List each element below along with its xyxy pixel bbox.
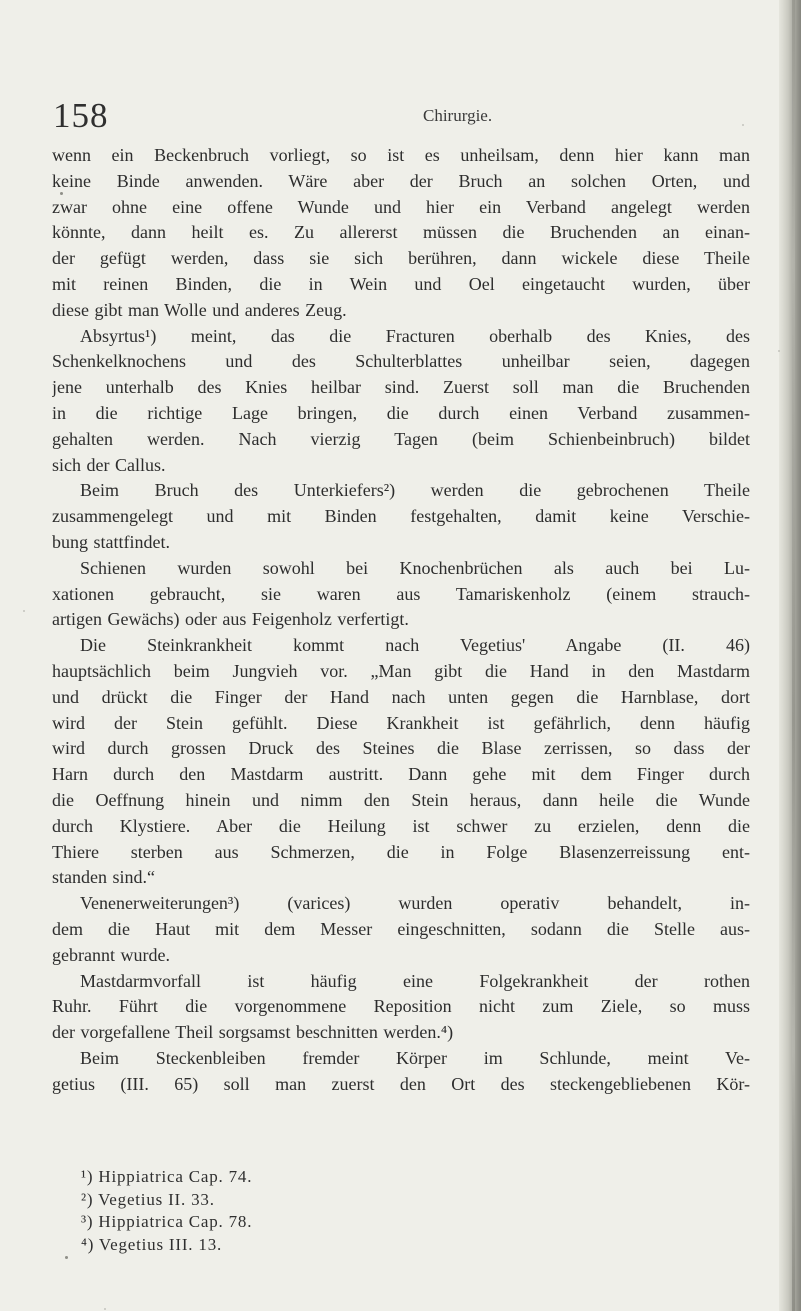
text-line: könnte, dann heilt es. Zu allererst müssen die Bruchenden an einan- — [52, 222, 750, 243]
text-line: xationen gebraucht, sie waren aus Tamariskenholz (einem strauch- — [52, 583, 750, 604]
text-line: in die richtige Lage bringen, die durch einen Verband zusammen- — [52, 402, 750, 423]
text-line: Thiere sterben aus Schmerzen, die in Folge Blasenzerreissung ent- — [52, 841, 750, 862]
footnote: ²) Vegetius II. 33. — [81, 1189, 215, 1209]
text-line: wenn ein Beckenbruch vorliegt, so ist es unheilsam, denn hier kann man — [52, 145, 750, 165]
page-number: 158 — [53, 96, 109, 135]
text-line: gebrannt wurde. — [52, 944, 170, 965]
text-line: Mastdarmvorfall ist häufig eine Folgekrankheit der rothen — [80, 970, 750, 991]
text-line: Schenkelknochens und des Schulterblattes unheilbar seien, dagegen — [52, 351, 750, 372]
text-line: gehalten werden. Nach vierzig Tagen (beim Schienbeinbruch) bildet — [52, 428, 750, 449]
text-line: wird der Stein gefühlt. Diese Krankheit ist gefährlich, denn häufig — [52, 712, 750, 733]
page-header — [53, 96, 753, 136]
footnote: ¹) Hippiatrica Cap. 74. — [81, 1167, 253, 1186]
text-line: dem die Haut mit dem Messer eingeschnitten, sodann die Stelle aus- — [52, 918, 750, 939]
text-line: Ruhr. Führt die vorgenommene Reposition nicht zum Ziele, so muss — [52, 996, 750, 1017]
paper-speck — [778, 350, 780, 352]
running-title: Chirurgie. — [423, 106, 493, 125]
text-line: der vorgefallene Theil sorgsamst beschnitten werden.⁴) — [52, 1022, 454, 1043]
page-edge-shadow — [779, 0, 801, 1311]
text-line: durch Klystiere. Aber die Heilung ist schwer zu erzielen, denn die — [52, 815, 750, 836]
text-line: Schienen wurden sowohl bei Knochenbrüchen als auch bei Lu- — [80, 557, 750, 578]
text-line: bung stattfindet. — [52, 531, 170, 552]
footnote: ⁴) Vegetius III. 13. — [81, 1234, 223, 1254]
footnote: ³) Hippiatrica Cap. 78. — [81, 1212, 253, 1231]
text-line: Venenerweiterungen³) (varices) wurden operativ behandelt, in- — [80, 893, 750, 914]
margin-mark — [65, 1256, 68, 1259]
text-line: diese gibt man Wolle und anderes Zeug. — [52, 299, 347, 320]
text-line: artigen Gewächs) oder aus Feigenholz verfertigt. — [52, 609, 409, 630]
text-line: der gefügt werden, dass sie sich berühren, dann wickele diese Theile — [52, 248, 750, 269]
text-line: getius (III. 65) soll man zuerst den Ort des steckengebliebenen Kör- — [52, 1073, 750, 1094]
text-line: und drückt die Finger der Hand nach unten gegen die Harnblase, dort — [52, 686, 750, 707]
text-line: zwar ohne eine offene Wunde und hier ein Verband angelegt werden — [52, 196, 750, 217]
paper-speck — [23, 610, 25, 612]
text-line: wird durch grossen Druck des Steines die Blase zerrissen, so dass der — [52, 738, 750, 759]
text-line: mit reinen Binden, die in Wein und Oel eingetaucht wurden, über — [52, 273, 750, 294]
text-line: zusammengelegt und mit Binden festgehalten, damit keine Verschie- — [52, 506, 750, 527]
body-text — [52, 143, 750, 1097]
text-line: Beim Bruch des Unterkiefers²) werden die gebrochenen Theile — [80, 480, 750, 501]
text-line: die Oeffnung hinein und nimm den Stein heraus, dann heile die Wunde — [52, 789, 750, 810]
text-line: Beim Steckenbleiben fremder Körper im Schlunde, meint Ve- — [80, 1047, 750, 1068]
text-line: jene unterhalb des Knies heilbar sind. Zuerst soll man die Bruchenden — [52, 377, 750, 398]
text-line: Die Steinkrankheit kommt nach Vegetius' Angabe (II. 46) — [80, 635, 750, 656]
text-line: hauptsächlich beim Jungvieh vor. „Man gibt die Hand in den Mastdarm — [52, 660, 750, 681]
text-line: Absyrtus¹) meint, das die Fracturen oberhalb des Knies, des — [80, 325, 750, 346]
text-line: sich der Callus. — [52, 454, 166, 475]
margin-mark — [60, 192, 63, 195]
text-line: keine Binde anwenden. Wäre aber der Bruch an solchen Orten, und — [52, 170, 750, 191]
text-line: Harn durch den Mastdarm austritt. Dann gehe mit dem Finger durch — [52, 764, 750, 785]
footnotes — [81, 1166, 252, 1256]
paper-speck — [104, 1308, 106, 1310]
text-line: standen sind.“ — [52, 867, 155, 888]
